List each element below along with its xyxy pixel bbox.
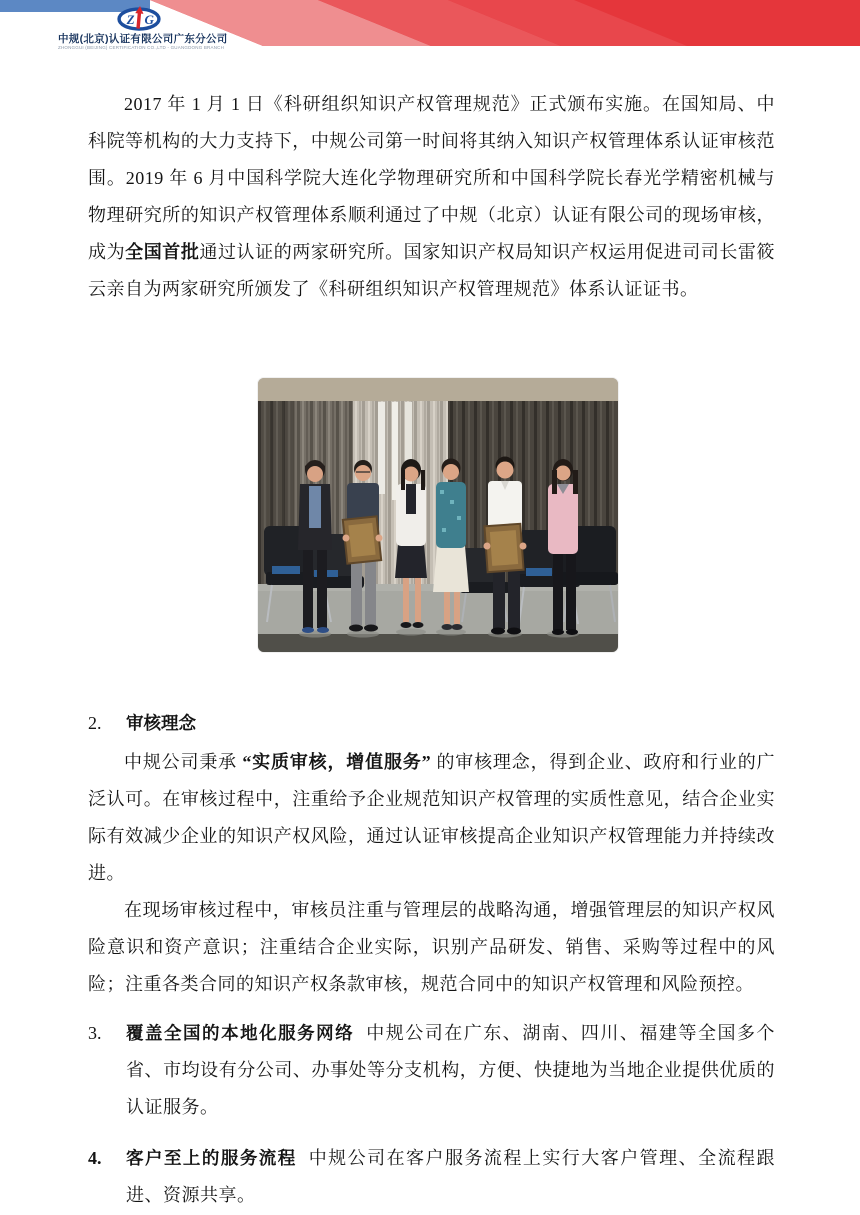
intro-run-1: 2017 年 1 月 1 日《科研组织知识产权管理规范》正式颁布实施。在国知局、中科院等机构的大力支持下，中规公司第一时间将其纳入知识产权管理体系认证审核范围。2019 年 6 月中国科学院大连化学物理研究所和中国科学院长春光学精密机械与物理研究所的知识产权管理体系顺利通过了中规（北京）认证有限公司的现场审核，成为 [88,94,775,262]
section-2-paragraph-1 [88,744,775,892]
s2p1-run-1: 中规公司秉承 [124,752,243,772]
section-3-text: 中规公司在广东、湖南、四川、福建等全国多个省、市均设有分公司、办事处等分支机构，方便、快捷地为当地企业提供优质的认证服务。 [126,1023,776,1117]
section-2-number: 2. [88,713,102,733]
award-ceremony-photo [258,378,618,652]
company-name-cn: 中规(北京)认证有限公司广东分公司 [58,33,228,45]
section-4 [88,1140,775,1214]
s2p1-run-2: 的审核理念，得到企业、政府和行业的广泛认可。在审核过程中，注重给予企业规范知识产权管理的实质性意见，结合企业实际有效减少企业的知识产权风险，通过认证审核提高企业知识产权管理能力并持续改进。 [88,752,776,883]
section-4-title: 客户至上的服务流程 [126,1148,297,1168]
s2p1-bold-motto: “实质审核，增值服务” [242,752,432,772]
section-3-number: 3. [88,1023,102,1043]
section-4-text: 中规公司在客户服务流程上实行大客户管理、全流程跟进、资源共享。 [126,1148,776,1205]
section-2-heading [88,705,775,742]
section-2-paragraph-2: 在现场审核过程中，审核员注重与管理层的战略沟通，增强管理层的知识产权风险意识和资产意识；注重结合企业实际，识别产品研发、销售、采购等过程中的风险；注重各类合同的知识产权条款审核，规范合同中的知识产权管理和风险预控。 [88,900,775,994]
logo-letter-z: Z [126,11,135,27]
section-2-title: 审核理念 [126,713,196,733]
certificate-plaque-2 [484,524,523,572]
section-3-title: 覆盖全国的本地化服务网络 [126,1023,355,1043]
section-4-body [126,1140,775,1214]
section-4-number: 4. [88,1148,102,1168]
photo-illustration [258,378,618,652]
document-body [88,0,775,1214]
intro-paragraph [88,86,775,345]
section-3-body [126,1015,775,1126]
logo-letter-g: G [144,11,154,27]
intro-run-2: 通过认证的两家研究所。国家知识产权局知识产权运用促进司司长雷筱云亲自为两家研究所颁发了《科研组织知识产权管理规范》体系认证证书。 [88,242,776,299]
ceiling-beam [258,378,618,401]
section-3 [88,1015,775,1126]
company-name-en: ZHONGGUI (BEIJING) CERTIFICATION CO.,LTD - GUANGDONG BRANCH [58,45,225,50]
intro-bold-first-batch: 全国首批 [125,242,200,262]
